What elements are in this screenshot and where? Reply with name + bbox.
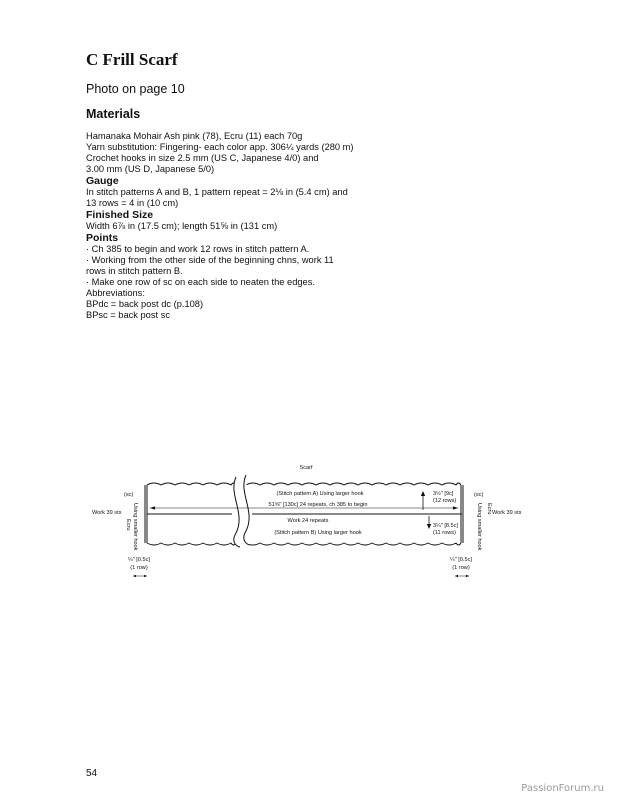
materials-heading: Materials [86,107,141,121]
length-note: 51⅝" [130c] 24 repeats, ch 385 to begin [268,502,368,508]
top-rows: (12 rows) [433,498,457,504]
left-sc-label: (sc) [124,492,134,498]
length-arrow-right-head [453,506,458,509]
right-edge-arrow-head-b [466,575,469,577]
left-edge-arrow-head-a [133,575,136,577]
watermark: PassionForum.ru [521,783,604,794]
top-dimension: 3½" [9c] [433,491,454,497]
right-work-label: Work 39 sts [492,510,522,516]
body-line: Hamanaka Mohair Ash pink (78), Ecru (11) each 70g [86,131,303,141]
right-edge-arrow-head-a [455,575,458,577]
work-repeats-label: Work 24 repeats [287,518,329,524]
right-edge-rows: (1 row) [452,565,470,571]
section-heading: Gauge [86,175,119,187]
materials-text-block [86,131,406,321]
body-line: rows in stitch pattern B. [86,266,183,276]
photo-reference: Photo on page 10 [86,82,185,96]
left-edge-arrow-head-b [144,575,147,577]
right-color-label: Ecru [486,503,492,515]
body-line: Crochet hooks in size 2.5 mm (US C, Japanese 4/0) and [86,153,319,163]
body-line: 13 rows = 4 in (10 cm) [86,198,179,208]
section-heading: Points [86,232,119,244]
scarf-diagram [0,455,618,585]
body-line: Yarn substitution: Fingering- each color app. 306¼ yards (280 m) [86,142,354,152]
bottom-rows: (11 rows) [433,530,456,536]
body-line: 3.00 mm (US D, Japanese 5/0) [86,164,215,174]
left-edge-dimension: ¼" [0.5c] [128,557,150,563]
length-break-mark [234,475,250,547]
pattern-b-label: (Stitch pattern B) Using larger hook [274,530,362,536]
right-hook-label: Using smaller hook [476,503,482,551]
body-line: BPsc = back post sc [86,310,170,320]
left-edge-rows: (1 row) [130,565,148,571]
page-title: C Frill Scarf [86,50,178,69]
pattern-a-label: (Stitch pattern A) Using larger hook [276,491,364,497]
left-hook-label: Using smaller hook [132,503,138,551]
body-line: · Working from the other side of the beginning chns, work 11 [86,255,334,265]
body-line: In stitch patterns A and B, 1 pattern repeat = 2⅛ in (5.4 cm) and [86,187,348,197]
right-sc-label: (sc) [474,492,484,498]
left-work-label: Work 39 sts [92,510,122,516]
body-line: · Make one row of sc on each side to neaten the edges. [86,277,315,287]
length-arrow-left-head [150,506,155,509]
diagram-title: Scarf [299,465,313,471]
body-line: Width 6⅞ in (17.5 cm); length 51⅝ in (131 cm) [86,221,278,231]
pattern-a-up-arrow-head [421,491,425,496]
page-number: 54 [86,768,98,779]
pattern-b-down-arrow-head [427,524,431,529]
body-line: Abbreviations: [86,288,145,298]
left-color-label: Ecru [125,519,131,531]
body-line: · Ch 385 to begin and work 12 rows in stitch pattern A. [86,244,310,254]
right-edge-dimension: ¼" [0.5c] [450,557,472,563]
section-heading: Finished Size [86,209,154,221]
body-line: BPdc = back post dc (p.108) [86,299,204,309]
bottom-dimension: 3¼" [8.5c] [433,523,458,529]
